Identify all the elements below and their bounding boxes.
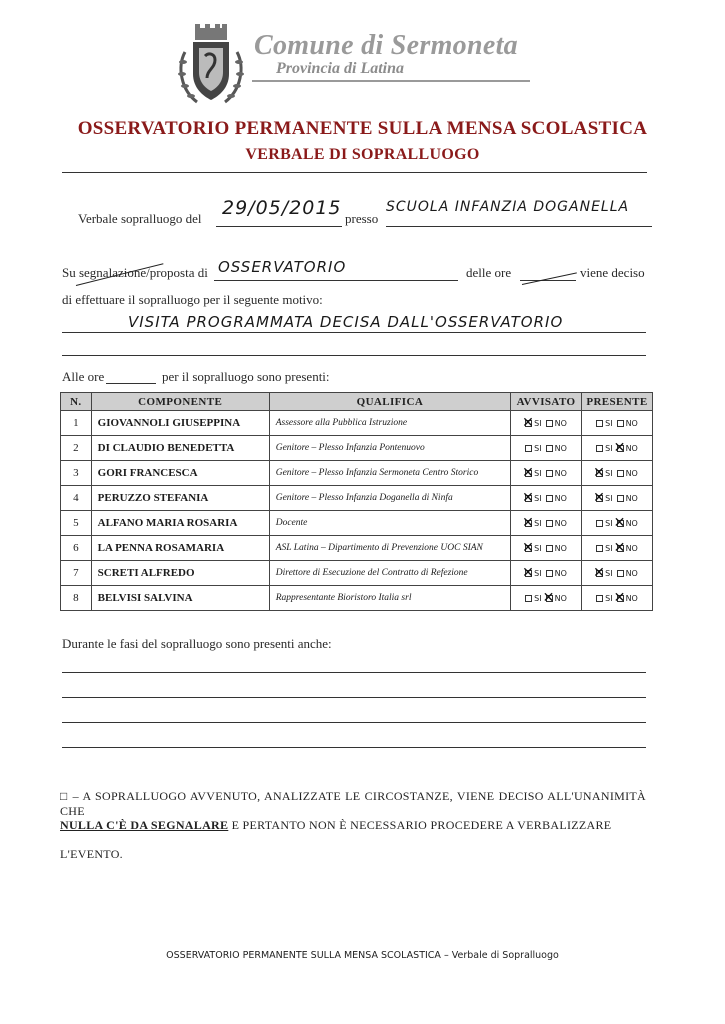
componente-name: DI CLAUDIO BENEDETTA [91, 436, 269, 461]
during-line-3 [62, 722, 646, 723]
statement-emphasis: NULLA C'È DA SEGNALARE [60, 818, 229, 832]
avvisato-no-option[interactable] [546, 544, 567, 553]
col-header-presente: PRESENTE [581, 393, 652, 411]
checkmark-x-icon: ✕ [593, 489, 605, 506]
table-row [61, 461, 653, 486]
statement-line-3: L'EVENTO. [60, 847, 123, 861]
presente-cell [581, 536, 652, 561]
checkmark-x-icon: ✕ [613, 589, 626, 606]
option-label: NO [625, 418, 638, 428]
option-label: NO [625, 568, 638, 578]
checkbox[interactable] [617, 495, 624, 502]
avvisato-si-option[interactable] [522, 414, 542, 431]
checkbox[interactable] [596, 445, 603, 452]
avvisato-cell [511, 436, 582, 461]
presente-si-option[interactable] [596, 594, 612, 603]
presente-si-option[interactable] [596, 419, 612, 428]
avvisato-no-option[interactable] [546, 494, 567, 503]
proposta-handwritten: OSSERVATORIO [218, 258, 347, 276]
presente-no-option[interactable] [613, 539, 638, 556]
avvisato-cell [511, 486, 582, 511]
motivo-handwritten: VISITA PROGRAMMATA DECISA DALL'OSSERVATORIO [128, 313, 564, 331]
table-row [61, 411, 653, 436]
checkmark-x-icon: ✕ [613, 539, 626, 556]
qualifica-text: Docente [269, 511, 510, 536]
option-label: NO [625, 443, 638, 453]
row-number: 1 [61, 411, 92, 436]
checkbox[interactable] [617, 470, 624, 477]
table-row [61, 486, 653, 511]
option-label: SI [605, 593, 613, 603]
option-label: NO [554, 418, 567, 428]
avvisato-no-option[interactable] [546, 469, 567, 478]
componente-name: GORI FRANCESCA [91, 461, 269, 486]
presente-cell [581, 486, 652, 511]
presenti-label: per il sopralluogo sono presenti: [162, 369, 330, 384]
qualifica-text: ASL Latina – Dipartimento di Prevenzione UOC SIAN [269, 536, 510, 561]
checkbox[interactable] [596, 420, 603, 427]
page-footer [0, 950, 725, 961]
componente-name: BELVISI SALVINA [91, 586, 269, 611]
presente-no-option[interactable] [613, 589, 638, 606]
qualifica-text: Assessore alla Pubblica Istruzione [269, 411, 510, 436]
row-number: 2 [61, 436, 92, 461]
row-number: 3 [61, 461, 92, 486]
motivo-line-1 [62, 332, 646, 333]
checkbox[interactable] [596, 520, 603, 527]
option-label: SI [534, 518, 542, 528]
presente-si-option[interactable] [593, 489, 613, 506]
date-handwritten: 29/05/2015 [222, 197, 342, 219]
option-label: SI [605, 443, 613, 453]
option-label: NO [625, 518, 638, 528]
qualifica-text: Genitore – Plesso Infanzia Sermoneta Centro Storico [269, 461, 510, 486]
option-label: NO [554, 518, 567, 528]
checkbox[interactable] [546, 420, 553, 427]
checkmark-x-icon: ✕ [522, 489, 534, 506]
presente-cell [581, 561, 652, 586]
avvisato-cell [511, 561, 582, 586]
option-label: NO [625, 468, 638, 478]
option-label: SI [534, 568, 542, 578]
checkmark-x-icon: ✕ [522, 539, 534, 556]
qualifica-text: Rappresentante Bioristoro Italia srl [269, 586, 510, 611]
option-label: NO [625, 493, 638, 503]
qualifica-text: Genitore – Plesso Infanzia Pontenuovo [269, 436, 510, 461]
checkbox[interactable] [546, 470, 553, 477]
provincia-name: Provincia di Latina [276, 60, 404, 77]
checkbox[interactable] [525, 445, 532, 452]
viene-deciso-label: viene deciso [580, 265, 645, 280]
presente-no-option[interactable] [613, 514, 638, 531]
presente-cell [581, 461, 652, 486]
checkbox[interactable] [546, 520, 553, 527]
presso-handwritten: SCUOLA INFANZIA DOGANELLA [386, 199, 630, 215]
option-label: NO [554, 443, 567, 453]
table-row [61, 436, 653, 461]
option-label: NO [554, 568, 567, 578]
qualifica-text: Genitore – Plesso Infanzia Doganella di Ninfa [269, 486, 510, 511]
checkmark-x-icon: ✕ [522, 564, 534, 581]
option-label: SI [605, 418, 613, 428]
avvisato-si-option[interactable] [522, 489, 542, 506]
table-row [61, 561, 653, 586]
presente-no-option[interactable] [617, 569, 638, 578]
during-line-2 [62, 697, 646, 698]
option-label: SI [534, 418, 542, 428]
qualifica-text: Direttore di Esecuzione del Contratto di Refezione [269, 561, 510, 586]
option-label: SI [534, 443, 542, 453]
option-label: SI [605, 518, 613, 528]
motivo-label: di effettuare il sopralluogo per il seguente motivo: [62, 292, 323, 307]
checkbox[interactable] [617, 570, 624, 577]
avvisato-cell [511, 511, 582, 536]
checkbox[interactable] [617, 420, 624, 427]
option-label: NO [554, 493, 567, 503]
col-header-n: N. [61, 393, 92, 411]
option-label: SI [605, 493, 613, 503]
logo-divider [252, 80, 530, 82]
presente-si-option[interactable] [596, 544, 612, 553]
avvisato-si-option[interactable] [525, 594, 541, 603]
row-number: 7 [61, 561, 92, 586]
presente-cell [581, 586, 652, 611]
row-number: 8 [61, 586, 92, 611]
componente-name: GIOVANNOLI GIUSEPPINA [91, 411, 269, 436]
checkmark-x-icon: ✕ [613, 514, 626, 531]
checkmark-x-icon: ✕ [613, 439, 626, 456]
footer-right: – Verbale di Sopralluogo [440, 950, 559, 961]
avvisato-cell [511, 536, 582, 561]
avvisato-si-option[interactable] [522, 539, 542, 556]
avvisato-si-option[interactable] [522, 464, 542, 481]
presente-no-option[interactable] [613, 439, 638, 456]
componente-name: ALFANO MARIA ROSARIA [91, 511, 269, 536]
delle-ore-line [520, 280, 576, 281]
table-row [61, 511, 653, 536]
avvisato-si-option[interactable] [522, 514, 542, 531]
checkmark-x-icon: ✕ [522, 414, 534, 431]
page-subtitle: VERBALE DI SOPRALLUOGO [245, 146, 480, 163]
checkmark-x-icon: ✕ [593, 564, 605, 581]
delle-ore-label: delle ore [466, 265, 512, 280]
avvisato-cell [511, 586, 582, 611]
checkmark-x-icon: ✕ [522, 464, 534, 481]
option-label: NO [625, 593, 638, 603]
delle-ore-strikethrough [522, 272, 577, 285]
verbale-label: Verbale sopralluogo del [78, 211, 202, 226]
option-label: SI [534, 468, 542, 478]
motivo-line-2 [62, 355, 646, 356]
alle-ore-label: Alle ore [62, 369, 105, 384]
alle-ore-line [106, 383, 156, 384]
checkmark-x-icon: ✕ [542, 589, 555, 606]
checkmark-x-icon: ✕ [593, 464, 605, 481]
table-row [61, 586, 653, 611]
presente-si-option[interactable] [596, 444, 612, 453]
presente-si-option[interactable] [596, 519, 612, 528]
table-row [61, 536, 653, 561]
col-header-avvisato: AVVISATO [511, 393, 582, 411]
option-label: SI [605, 468, 613, 478]
avvisato-no-option[interactable] [546, 569, 567, 578]
avvisato-no-option[interactable] [546, 419, 567, 428]
presente-no-option[interactable] [617, 419, 638, 428]
option-label: SI [605, 543, 613, 553]
checkbox[interactable] [546, 545, 553, 552]
col-header-componente: COMPONENTE [91, 393, 269, 411]
row-number: 6 [61, 536, 92, 561]
col-header-qualifica: QUALIFICA [269, 393, 510, 411]
presente-cell [581, 436, 652, 461]
components-table [60, 392, 653, 611]
segnalazione-label: Su segnalazione/proposta di [62, 265, 208, 280]
date-line [216, 226, 342, 227]
option-label: SI [534, 593, 542, 603]
option-label: SI [534, 543, 542, 553]
presente-cell [581, 511, 652, 536]
comune-name: Comune di Sermoneta [254, 30, 518, 61]
proposta-line [214, 280, 458, 281]
presente-no-option[interactable] [617, 494, 638, 503]
presente-no-option[interactable] [617, 469, 638, 478]
checkbox[interactable] [546, 495, 553, 502]
avvisato-cell [511, 461, 582, 486]
presso-line [386, 226, 652, 227]
avvisato-no-option[interactable] [546, 444, 567, 453]
during-line-1 [62, 672, 646, 673]
checkbox[interactable] [546, 445, 553, 452]
statement-line-2 [60, 818, 646, 833]
footer-left: OSSERVATORIO PERMANENTE SULLA MENSA SCOLASTICA [166, 950, 441, 961]
presso-label: presso [345, 211, 379, 226]
componente-name: LA PENNA ROSAMARIA [91, 536, 269, 561]
avvisato-cell [511, 411, 582, 436]
checkbox[interactable] [525, 595, 532, 602]
page-title: OSSERVATORIO PERMANENTE SULLA MENSA SCOLASTICA [77, 118, 648, 139]
avvisato-no-option[interactable] [546, 519, 567, 528]
title-divider [62, 172, 647, 173]
checkbox[interactable] [546, 570, 553, 577]
row-number: 5 [61, 511, 92, 536]
statement-line-1: □ – A SOPRALLUOGO AVVENUTO, ANALIZZATE LE CIRCOSTANZE, VIENE DECISO ALL'UNANIMITÀ CHE [60, 789, 646, 818]
option-label: SI [534, 493, 542, 503]
checkbox[interactable] [596, 545, 603, 552]
option-label: NO [625, 543, 638, 553]
option-label: NO [554, 468, 567, 478]
avvisato-no-option[interactable] [542, 589, 567, 606]
option-label: NO [554, 593, 567, 603]
during-line-4 [62, 747, 646, 748]
componente-name: PERUZZO STEFANIA [91, 486, 269, 511]
row-number: 4 [61, 486, 92, 511]
during-label: Durante le fasi del sopralluogo sono presenti anche: [62, 636, 332, 651]
avvisato-si-option[interactable] [525, 444, 541, 453]
municipal-crest-icon [175, 22, 247, 110]
avvisato-si-option[interactable] [522, 564, 542, 581]
componente-name: SCRETI ALFREDO [91, 561, 269, 586]
checkmark-x-icon: ✕ [522, 514, 534, 531]
presente-si-option[interactable] [593, 564, 613, 581]
presente-si-option[interactable] [593, 464, 613, 481]
option-label: SI [605, 568, 613, 578]
checkbox[interactable] [596, 595, 603, 602]
presente-cell [581, 411, 652, 436]
option-label: NO [554, 543, 567, 553]
table-header-row [61, 393, 653, 411]
statement-continuation: E PERTANTO NON È NECESSARIO PROCEDERE A VERBALIZZARE [228, 818, 612, 832]
